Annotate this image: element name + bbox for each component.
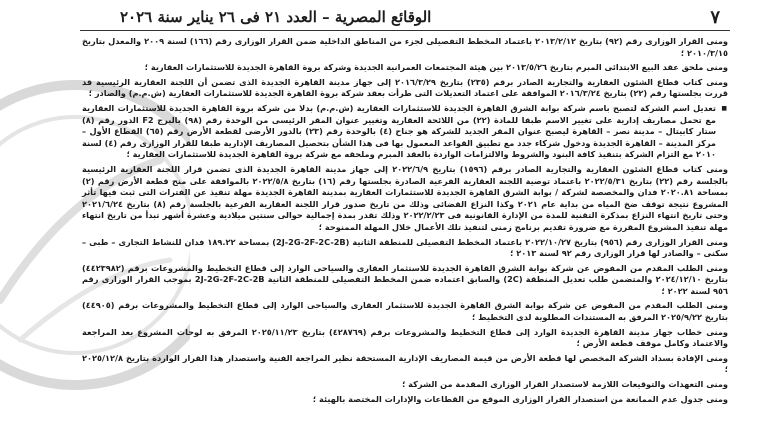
paragraph: ومنى كتاب قطاع الشئون العقارية والتجارية الصادر برقم (٢٣٥) بتاريخ ٢٠١٦/٣/٢٩ إلى جهاز مدينة القاهرة الجديدة الذى تضمن أن اللجنة العقارية الرئيسية قد قررت بجلستها رقم (٢٢) بتاريخ ٢٠١٦/٣/٢٤ الموافقة على اعتماد التعديلات التى طرأت بعقد شركة بروة القاهرة الجديدة للاستثمارات العقارية (ش.م.م) والصادر ؛ xyxy=(82,76,728,99)
paragraph: ومنى القرار الوزارى رقم (٩٥٦) بتاريخ ٢٠٢٢/١٠/٢٧ باعتماد المخطط التفصيلى للمنطقة الثانية (2J-2G-2F-2C-2B) بمساحة ١٨٩.٢٢ فدان للنشاط التجارى – طبى – سكنى – والصادر لها قرار الوزارى رقم ٩٢ لسنة ٢٠١٣ ؛ xyxy=(82,236,729,259)
paragraph: ومنى خطاب جهاز مدينة القاهرة الجديدة الوارد إلى قطاع التخطيط والمشروعات برقم (٤٢٨٧٦٩) بتاريخ ٢٠٢٥/١١/٢٣ المرفق به لوحات المشروع بعد المراجعة والاعتماد وكامل موقف قطعة الأرض ؛ xyxy=(82,326,728,349)
document-body xyxy=(82,36,728,408)
paragraph: ومنى الإفادة بسداد الشركة المخصص لها قطعة الأرض من قيمة المصاريف الإدارية المستحقة نظير المراجعة الفنية واستصدار هذا القرار الواردة بتاريخ ٢٠٢٥/١٢/٨ ؛ xyxy=(82,352,728,375)
paragraph: ومنى كتاب قطاع الشئون العقارية والتجارية الصادر برقم (١٥٩٦) بتاريخ ٢٠٢٢/٦/٩ إلى جهاز مدينة القاهرة الجديدة الذى تضمن قرار اللجنة العقارية الرئيسية بالجلسة رقم (٢٢) بتاريخ ٢٠٢٢/٥/٣١ باعتماد توصية اللجنة العقارية الفرعية الصادرة بجلستها رقم (١٦) بتاريخ ٢٠٢٢/٥/٨ بالموافقة على منح قطعة الأرض رقم (٢) بمساحة ٢٠٢٠.٨١ فدان والمخصصة لشركة / بوابة الشرق القاهرة الجديدة للاستثمارات العقارية بمدينة القاهرة الجديدة مهلة تنفيذ عن الفترات التى ثبت فيها تأثر المشروع نتيجة توقف ضخ المياه من بداية عام ٢٠٢١ وكذا النزاع القضائى وذلك من تاريخ صدور قرار اللجنة العقارية الفرعية بالجلسة رقم (٨) بتاريخ ٢٠٢١/٦/٢٤ وحتى تاريخ انتهاء النزاع بمذكرة التقنية للمدة من الإدارة القانونية فى ٢٠٢٢/٢/٢٣ وذلك تقدر بمدة إجمالية حوالى سنتين ميلادية وعشرة أشهر تبدأ من تاريخ انتهاء مهلة تنفيذ المشروع المقررة مع ضرورة تقديم برنامج زمنى لتنفيذ تلك الأعمال خلال المهلة الممنوحة ؛ xyxy=(82,163,728,232)
header-rule xyxy=(80,30,730,31)
journal-title: الوقائع المصرية – العدد ٢١ فى ٢٦ يناير سنة ٢٠٢٦ xyxy=(120,8,432,26)
paragraph: ومنى ملحق عقد البيع الابتدائى المبرم بتاريخ ٢٠١٣/٥/٢٦ بين هيئة المجتمعات العمرانية الجديدة وشركة بروة القاهرة الجديدة للاستثمارات العقارية ؛ xyxy=(144,62,728,73)
bullet-list xyxy=(82,103,728,161)
bullet-item: ■ تعديل اسم الشركة لتصبح باسم شركة بوابة الشرق القاهرة الجديدة للاستثمارات العقارية (ش.م.م) بدلا من شركة بروة القاهرة الجديدة للاستثمارات العقارية مع تحمل مصاريف إدارية على تغيير الاسم طبقا للمادة (٢٢) من اللائحة العقارية وتغيير عنوان المقر الرئيسى من الوحدة رقم (٩٨) بالبرج F2 الدور رقم (٨) ستار كابيتال – مدينة نصر – القاهرة ليصبح عنوان المقر الجديد للشركة هو جناح (٤) بالوحدة رقم (٢٣) بالدور الأرضى لقطعة الأرض رقم (٦٥) القطاع الأول – مركز المدينة – القاهرة الجديدة ودخول شركاء جدد مع تطبيق القواعد المعمول بها فى هذا الشأن بتحصيل المصاريف الإدارية طبقا للقرار الوزارى رقم (٤) لسنة ٢٠١٠ مع التزام الشركة بتنفيذ كافة البنود والشروط والالتزامات الواردة بالعقد المبرم وملحقه مع شركة بروة القاهرة الجديدة للاستثمارات العقارية ؛ xyxy=(82,103,716,161)
page-number: ٧ xyxy=(710,6,720,28)
page-header xyxy=(80,4,730,30)
paragraph: ومنى جدول عدم الممانعة من استصدار القرار الوزارى الموقع من القطاعات والإدارات المختصة بالهيئة ؛ xyxy=(312,393,728,404)
paragraph: ومنى الطلب المقدم من المفوض عن شركة بوابة الشرق القاهرة الجديدة للاستثمار العقارى والسياحى الوارد إلى قطاع التخطيط والمشروعات برقم (٤٤٩٠٥) بتاريخ ٢٠٢٥/٩/٢٢ المرفق به المستندات المطلوبة لدى التخطيط ؛ xyxy=(82,300,728,323)
paragraph: ومنى الطلب المقدم من المفوض عن شركة بوابة الشرق القاهرة الجديدة للاستثمار العقارى والسياحى الوارد إلى قطاع التخطيط والمشروعات برقم (٤٤٢٣٩٨٢) بتاريخ ٢٠٢٤/١٢/١٠ والمتضمن طلب تعديل المنطقة (2C) والسابق اعتماده ضمن المخطط التفصيلى للمنطقة الثانية 2J-2G-2F-2C-2B بموجب القرار الوزارى رقم ٩٥٦ لسنة ٢٠٢٢ ؛ xyxy=(82,262,728,296)
paragraph: ومنى القرار الوزارى رقم (٩٢) بتاريخ ٢٠١٣/٢/١٢ باعتماد المخطط التفصيلى لجزء من المناطق الداخلية ضمن القرار الوزارى رقم (١٦٦) لسنة ٢٠٠٩ والمعدل بتاريخ ٢٠١٠/٣/١٥ ؛ xyxy=(82,36,729,58)
paragraph: ومنى التعهدات والتوقيعات اللازمة لاستصدار القرار الوزارى المقدمة من الشركة ؛ xyxy=(402,379,728,390)
